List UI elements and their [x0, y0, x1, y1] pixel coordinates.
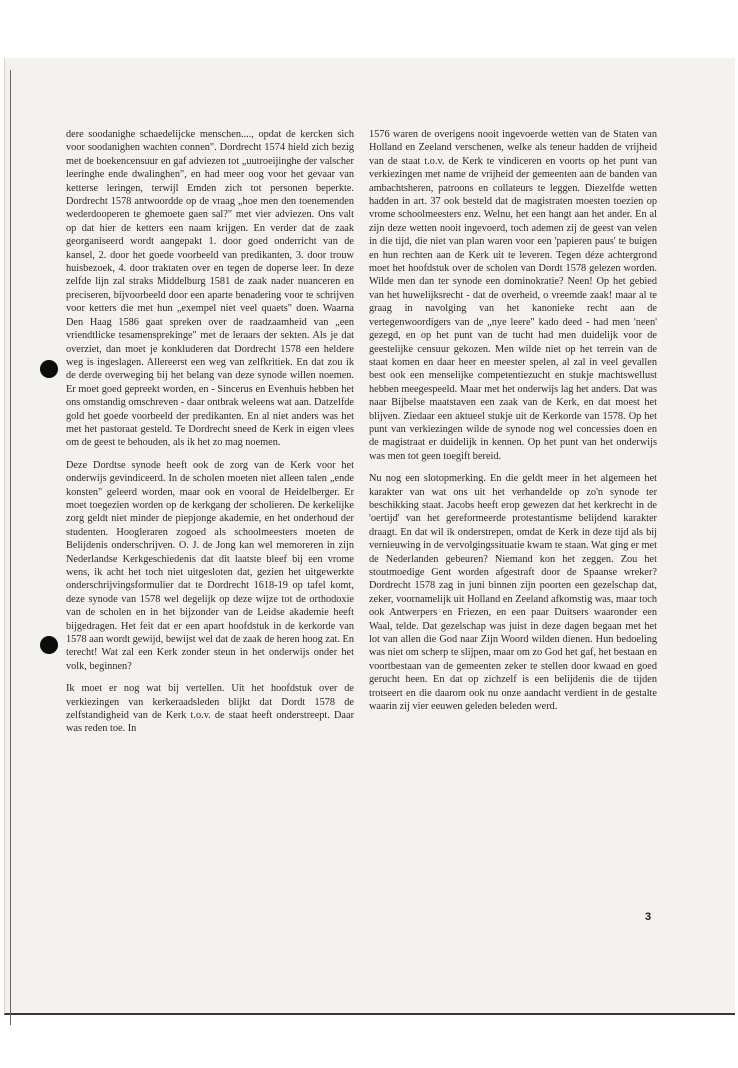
paragraph: Nu nog een slotopmerking. En die geldt meer in het algemeen het karakter van wat ons uit het verhandelde op zo'n synode ter beschikking staat. Jacobs heeft erop gewezen dat het kerkrecht in de 'oertijd' van het gereformeerde protestantisme belijdend karakter draagt. En dat wil ik onderstrepen, omdat de Kerk in deze tijd als bij vernieuwing in de vervolgingssituatie kwam te staan. Wat ging er met de Nederlanden gebeuren? Niemand kon het zeggen. Zou het stoutmoedige Gent worden afgestraft door de Spaanse wreker? Dordrecht 1578 zag in juni binnen zijn poorten een gezelschap dat, zeker, voornamelijk uit Holland en Zeeland afkomstig was, maar toch ook Antwerpers en Friezen, en een paar Duitsers waaronder een Waal, telde. Dat gezelschap was juist in deze dagen begaan met het lot van allen die God naar Zijn Woord wilden dienen. Hun bedoeling was niet om scherp te slijpen, maar om zo God het gaf, het bestaan en voortbestaan van de gemeenten zeker te stellen door kwaad en goed gerucht heen. En dat op zichzelf is een belijdenis die de tijden trotseert en die daarom ook nu onze aandacht verdient in de gestalte waarin zij vier eeuwen geleden beleden werd.: [369, 473, 657, 713]
left-column: [66, 128, 354, 745]
paragraph: Ik moet er nog wat bij vertellen. Uit het hoofdstuk over de verkiezingen van kerkeraadsleden blijkt dat Dordt 1578 de zelfstandigheid van de Kerk t.o.v. de staat heeft onderstreept. Daar was reden toe. In: [66, 683, 354, 735]
paragraph: 1576 waren de overigens nooit ingevoerde wetten van de Staten van Holland en Zeeland verschenen, welke als teneur hadden de vrijheid van de staat t.o.v. de Kerk te vindiceren en voorts op het punt van verkiezingen met name de vrijheid der gemeenten aan de banden van ambachtsheren, patroons en collateurs te leggen. Diezelfde wetten hadden in art. 37 ook besteld dat de magistraten moesten toezien op vrome schoolmeesters enz. Welnu, het een hangt aan het ander. En al zijn deze wetten nooit ingevoerd, toch ademen zij de geest van velen in die tijd, die niet van plan waren voor een 'papieren paus' te buigen en hun rechten aan de Kerk uit te leveren. Tegen déze achtergrond moet het hoofdstuk over de scholen van Dordt 1578 gelezen worden. Wilde men dan ter synode een dominokratie? Neen! Op het gebied van het huwelijksrecht - dat de overheid, o vreemde zaak! maar al te graag in navolging van het kanonieke recht aan de vertegenwoordigers van de „nye leere" kado deed - had men 'neen' gezegd, en op het punt van de tucht had men duidelijk voor de geestelijke censuur gekozen. Men wilde niet op het terrein van de staat komen en daar heer en meester spelen, al zal in veel gevallen best ook een menselijke competentiezucht en stukje machtswellust hebben meegespeeld. Maar met het onderwijs lag het anders. Dat was naar Bijbelse maatstaven een zaak van de Kerk, en dat moest het blijven. Ziedaar een aktueel stukje uit de Kerkorde van 1578. Op het punt van verkiezingen wilde de synode nog wel concessies doen en de magistraat er duidelijk in kennen. Op het punt van het onderwijs was men tot geen toegift bereid.: [369, 129, 657, 462]
paragraph: Deze Dordtse synode heeft ook de zorg van de Kerk voor het onderwijs gevindiceerd. In de scholen moeten niet alleen talen „ende konsten" geleerd worden, maar ook en vooral de Heidelberger. Er moet toegezien worden op de kerkgang der scholieren. De kerkelijke zorg geldt niet minder de piepjonge akademie, en het onderhoud der studenten. Hoogleraren zogoed als schoolmeesters moeten de Belijdenis onderschrijven. O. J. de Jong kan wel memoreren in zijn Nederlandse Kerkgeschiedenis dat dit laatste bleef bij een vrome wens, ik acht het toch niet uitgesloten dat, gezien het uitgewerkte onderschrijvingsformulier dat te Dordrecht 1618-19 op tafel komt, deze synode van 1578 wel degelijk op deze wijze tot de orthodoxie van de scholen en in het bijzonder van de Leidse akademie heeft bijgedragen. Het feit dat er een apart hoofdstuk in de kerkorde van 1578 aan wordt gewijd, bewijst wel dat de zaak de heren hoog zat. En terecht! Wat zal een Kerk zonder steun in het onderwijs onder het volk, beginnen?: [66, 459, 354, 672]
punch-hole-top: [40, 360, 58, 378]
right-column: [369, 128, 657, 722]
binding-rule: [10, 70, 11, 1025]
punch-hole-bottom: [40, 636, 58, 654]
paragraph: dere soodanighe schaedelijcke menschen...., opdat de kercken sich voor soodanighen wachten connen". Dordrecht 1574 hield zich bezig met de boekencensuur en gaf adviezen tot „uutroeijinghe der valscher leeringhe ende dwalinghen", en had meer oog voor het gevaar van ketterse leringen, terwijl Emden zich tot personen beperkte. Dordrecht 1578 antwoordde op de vraag „hoe men den toenemenden wederdooperen te ghemoete gaen sal?" met vier adviezen. Ons valt op dat hier de ketters een naam krijgen. En verder dat de zaak georganiseerd wordt aangepakt 1. door goed onderricht van de kansel, 2. door het goede voorbeeld van predikanten, 3. door trouw huisbezoek, 4. door traktaten over en tegen de doperse leer. In deze zelfde lijn zal straks Middelburg 1581 de zaak nader nuanceren en preciseren, bijvoorbeeld door een aparte benadering voor te schrijven voor ketters die met hun „exempel niet veel quaets" doen. Waarna Den Haag 1586 gaat spreken over de raadzaamheid van „een vriendtlicke tesamensprekinge" met de leraars der sekten. Als je dat overziet, dan moet je konkluderen dat Dordrecht 1578 een heldere weg is ingeslagen. Allereerst een weg van zelfkritiek. En dat zou ik de derde overweging bij het belang van deze synode willen noemen. Er moet goed gepreekt worden, en - Sincerus en Evenhuis hebben het ons omstandig omschreven - daar ontbrak weleens wat aan. Datzelfde gold het goede voorbeeld der predikanten. En al niet anders was het met het pastoraat gesteld. Te Dordrecht sneed de Kerk in eigen vlees om de geest te behouden, als ik het zo mag noemen.: [66, 129, 354, 449]
page-number: 3: [645, 911, 652, 923]
